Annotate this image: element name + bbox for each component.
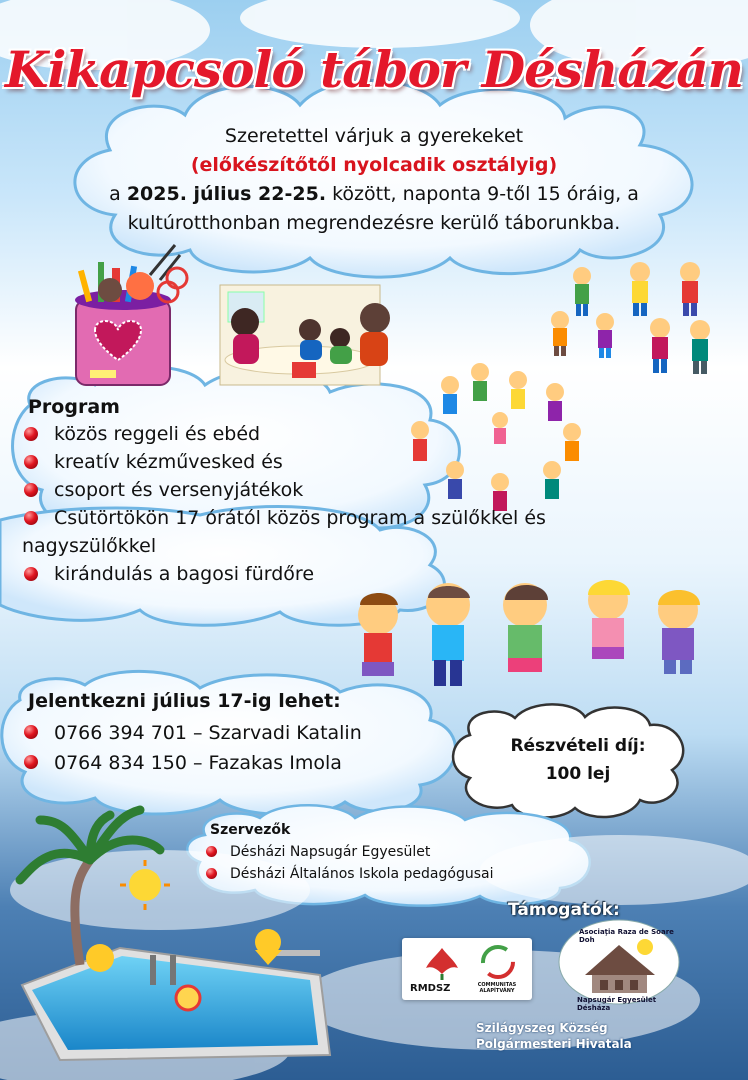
council-credit [476,1020,632,1052]
contact-phone: 0764 834 150 – Fazakas Imola [54,752,342,774]
contact-list [28,718,362,778]
intro-line-3-prefix: a [109,183,127,205]
camp-dates: 2025. július 22-25. [126,183,327,205]
program-item-text: kirándulás a bagosi fürdőre [54,563,315,585]
list-item [22,718,362,748]
intro-line-2: (előkészítőtől nyolcadik osztályig) [190,154,558,176]
fee-label: Részvételi díj: [510,736,646,756]
association-logo [557,922,681,1012]
assoc-top-text: Asociaţia Raza de Soare Doh [579,928,674,944]
bullet-icon [24,725,38,739]
council-line-2: Polgármesteri Hivatala [476,1037,632,1051]
list-item [22,560,588,588]
list-item [204,841,493,863]
organizers-section [210,822,493,885]
council-line-1: Szilágyszeg Község [476,1021,608,1035]
list-item [22,504,588,560]
bullet-icon [24,567,38,581]
program-item-text: kreatív kézművesked és [54,451,283,473]
program-item-text: Csütörtökön 17 órától közös program a szülőkkel és nagyszülőkkel [22,507,546,557]
intro-line-3 [20,180,728,209]
organizers-list [210,841,493,885]
list-item [204,863,493,885]
program-list [22,420,588,588]
contact-heading: Jelentkezni július 17-ig lehet: [28,690,341,712]
bullet-icon [206,846,217,857]
list-item [22,448,588,476]
list-item [22,420,588,448]
family-table-illustration [220,285,390,385]
program-heading: Program [28,396,120,418]
fee-value: 100 lej [545,764,611,784]
rmdsz-logo [402,938,532,1000]
contact-phone: 0766 394 701 – Szarvadi Katalin [54,722,362,744]
organizers-heading: Szervezők [210,822,291,838]
bullet-icon [206,868,217,879]
list-item [22,748,362,778]
communitas-text: COMMUNITAS ALAPÍTVÁNY [477,982,517,994]
organizer-name: Désházi Általános Iskola pedagógusai [230,866,494,882]
intro-line-3-suffix: között, naponta 9-től 15 óráig, a [326,183,639,205]
fee-box [488,732,668,788]
program-section [22,396,588,588]
poster-title: Kikapcsoló tábor Désházán [5,40,743,99]
bullet-icon [24,455,38,469]
intro-line-4: kultúrotthonban megrendezésre kerülő táborunkba. [127,212,621,234]
program-item-text: közös reggeli és ebéd [54,423,261,445]
intro-text [20,122,728,238]
assoc-bottom-text: Napsugár Egyesület Désháza [577,996,657,1012]
bullet-icon [24,511,38,525]
rmdsz-text: RMDSZ [410,983,451,994]
kids-group-illustration [551,262,710,374]
list-item [22,476,588,504]
bullet-icon [24,755,38,769]
intro-line-1: Szeretettel várjuk a gyerekeket [224,125,524,147]
craft-cup-illustration [75,245,187,385]
contact-section [28,690,362,778]
bullet-icon [24,427,38,441]
bullet-icon [24,483,38,497]
organizer-name: Désházi Napsugár Egyesület [230,844,431,860]
sponsors-heading: Támogatók: [508,900,620,920]
program-item-text: csoport és versenyjátékok [54,479,304,501]
